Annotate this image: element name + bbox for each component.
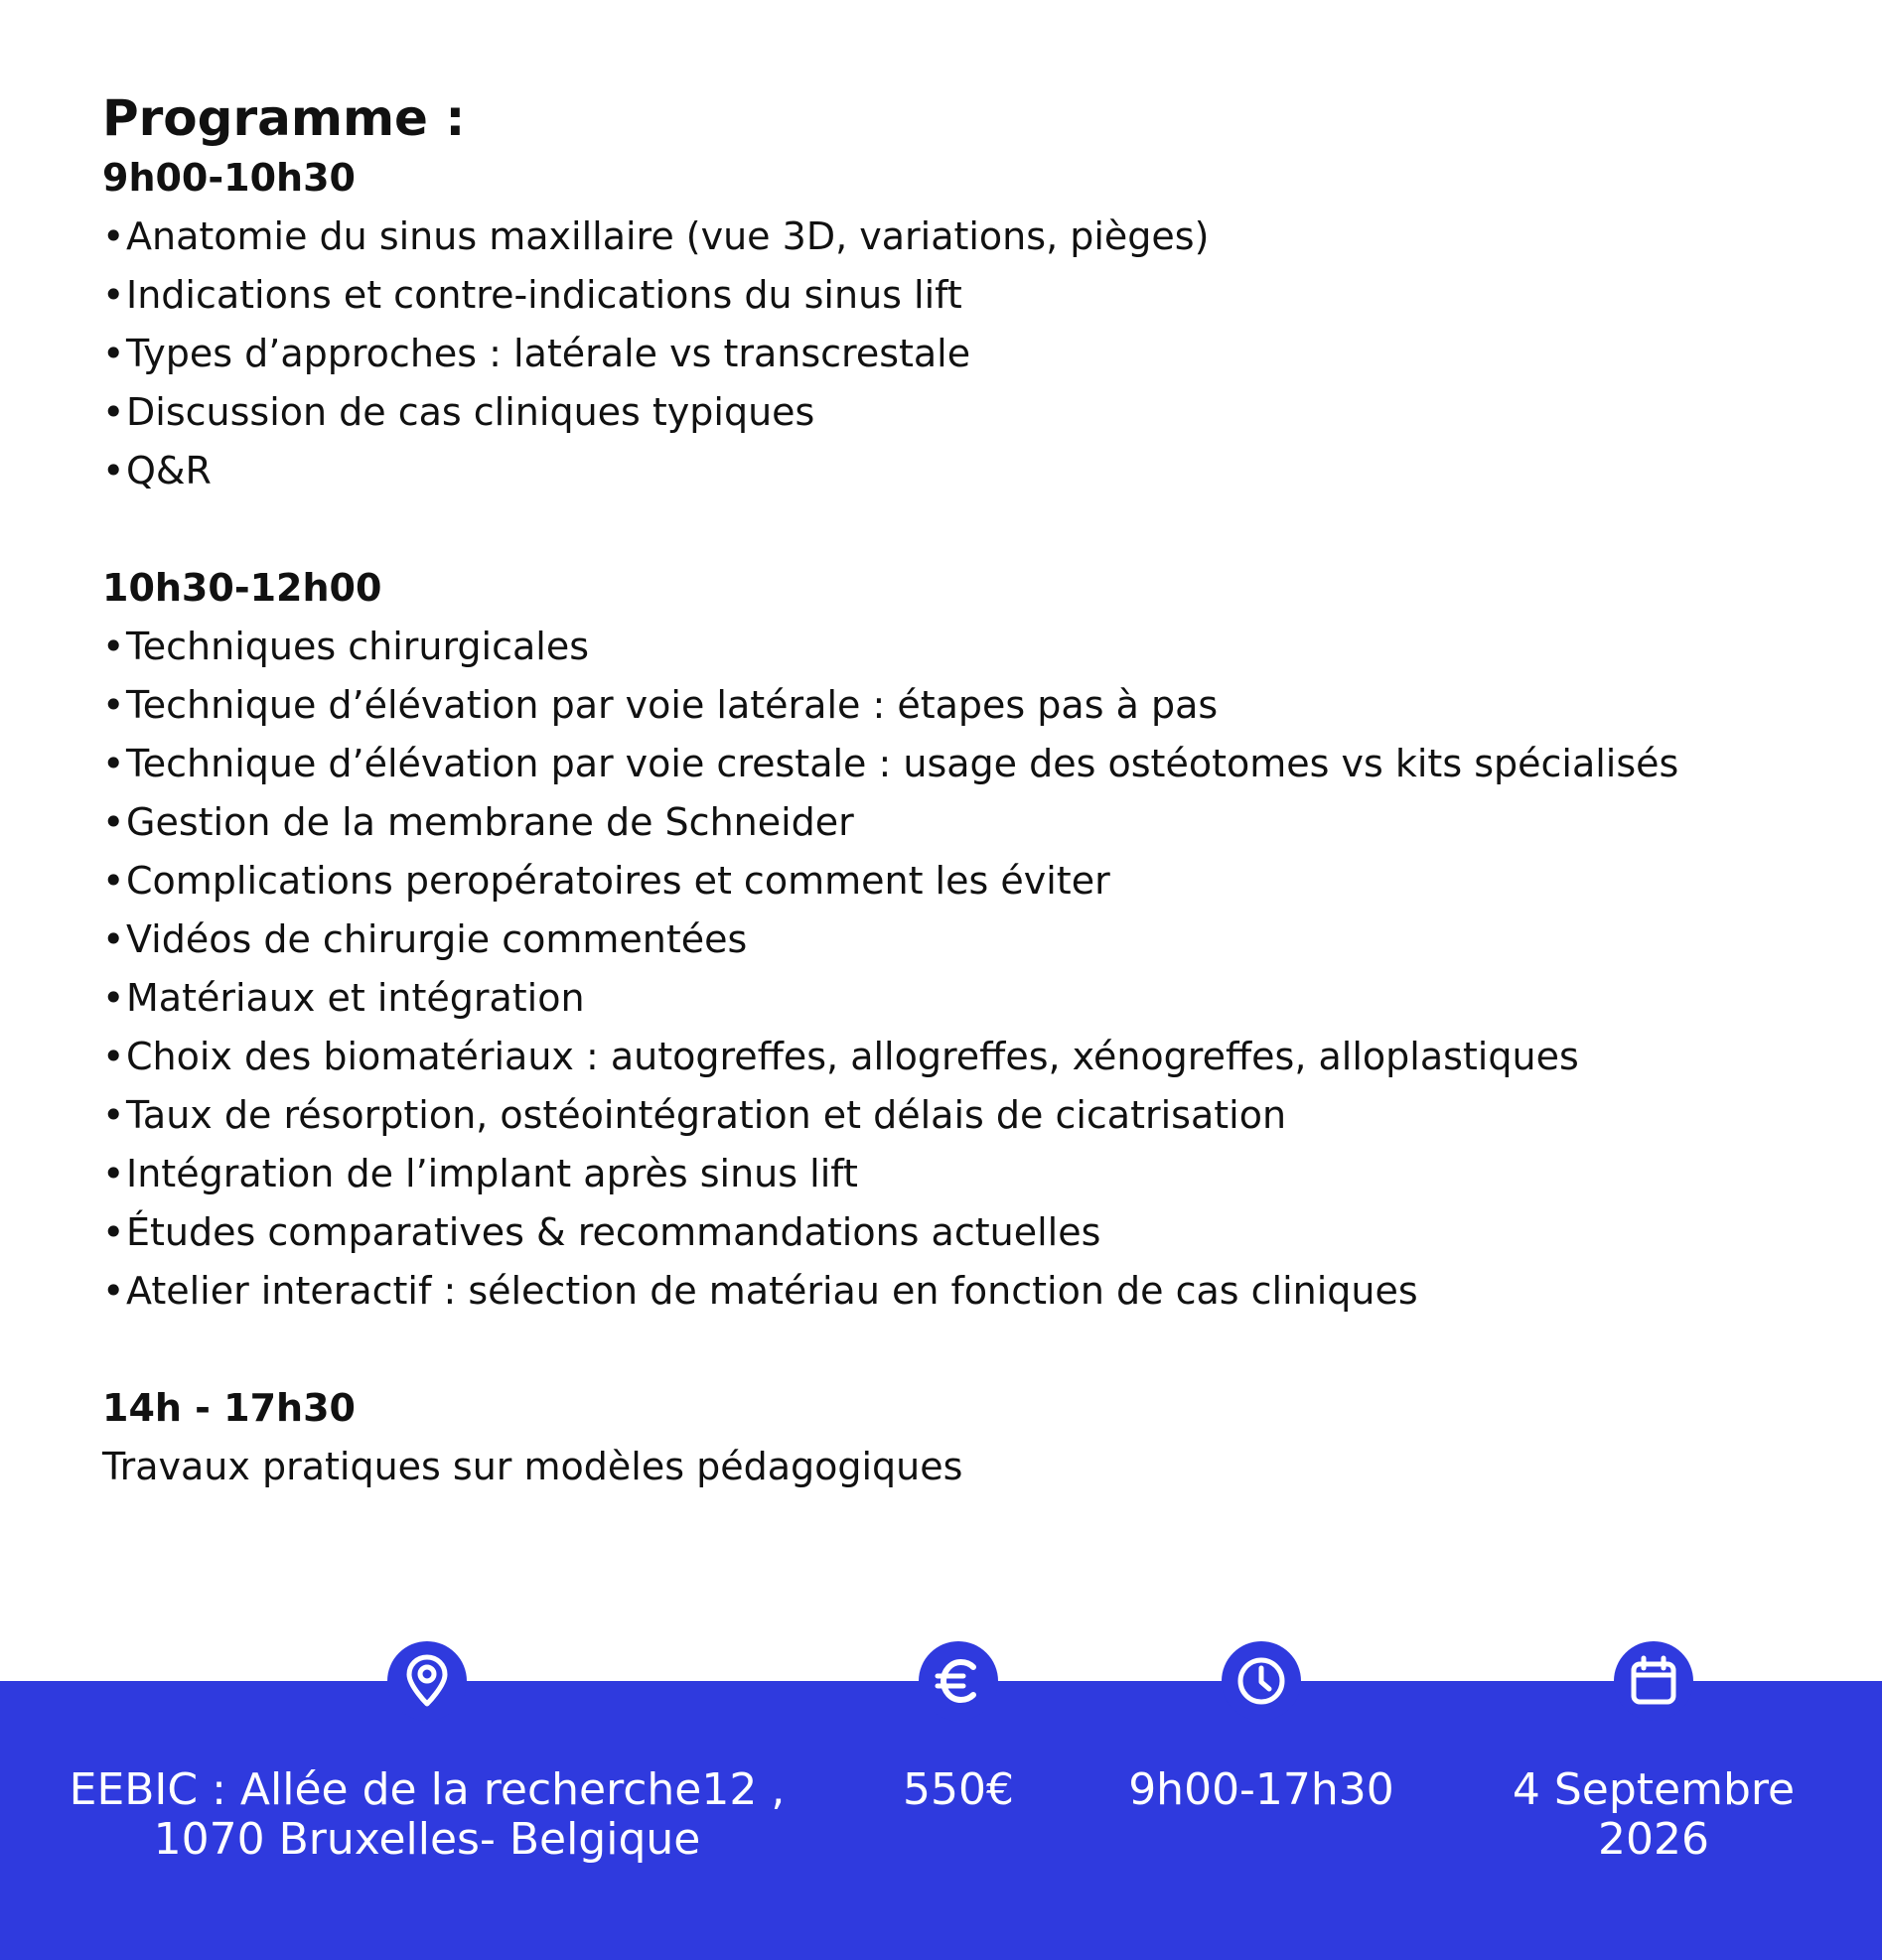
list-item: •Techniques chirurgicales: [102, 625, 590, 668]
list-item: •Complications peropératoires et comment les éviter: [102, 859, 1110, 903]
programme-content: [102, 87, 1791, 1496]
section-time: 10h30-12h00: [102, 566, 382, 610]
section-time: 9h00-10h30: [102, 156, 356, 200]
date-info: [1490, 1641, 1817, 1865]
list-item: •Indications et contre-indications du sinus lift: [102, 273, 962, 317]
hours-text: 9h00-17h30: [1128, 1764, 1394, 1815]
programme-section-morning-2: [102, 559, 1791, 1321]
programme-section-afternoon: [102, 1379, 1791, 1496]
section-time: 14h - 17h30: [102, 1386, 356, 1430]
list-item: •Gestion de la membrane de Schneider: [102, 800, 854, 844]
list-item: •Anatomie du sinus maxillaire (vue 3D, variations, pièges): [102, 214, 1210, 258]
section-description: Travaux pratiques sur modèles pédagogiques: [102, 1445, 963, 1488]
clock-icon: [1222, 1641, 1301, 1721]
programme-section-morning-1: [102, 149, 1791, 500]
list-item: •Q&R: [102, 449, 212, 492]
list-item: •Taux de résorption, ostéointégration et délais de cicatrisation: [102, 1093, 1287, 1137]
location-pin-icon: [387, 1641, 467, 1721]
list-item: •Études comparatives & recommandations actuelles: [102, 1210, 1101, 1254]
list-item: •Atelier interactif : sélection de matériau en fonction de cas cliniques: [102, 1269, 1418, 1313]
calendar-icon: [1614, 1641, 1693, 1721]
list-item: •Vidéos de chirurgie commentées: [102, 917, 748, 961]
date-text: 4 Septembre 2026: [1512, 1764, 1796, 1865]
list-item: •Technique d’élévation par voie crestale : usage des ostéotomes vs kits spécialisés: [102, 742, 1679, 785]
list-item: •Choix des biomatériaux : autogreffes, allogreffes, xénogreffes, alloplastiques: [102, 1035, 1579, 1078]
location-text: EEBIC : Allée de la recherche12 , 1070 Bruxelles- Belgique: [69, 1764, 786, 1865]
list-item: •Intégration de l’implant après sinus lift: [102, 1152, 858, 1195]
list-item: •Technique d’élévation par voie latérale : étapes pas à pas: [102, 683, 1219, 727]
price-text: 550€: [903, 1764, 1014, 1815]
list-item: •Discussion de cas cliniques typiques: [102, 390, 815, 434]
location-info: [60, 1641, 795, 1865]
list-item: •Matériaux et intégration: [102, 976, 585, 1020]
programme-title: Programme :: [102, 89, 466, 147]
list-item: •Types d’approches : latérale vs transcrestale: [102, 332, 971, 375]
euro-icon: [919, 1641, 998, 1721]
hours-info: [1112, 1641, 1410, 1815]
price-info: [874, 1641, 1043, 1815]
